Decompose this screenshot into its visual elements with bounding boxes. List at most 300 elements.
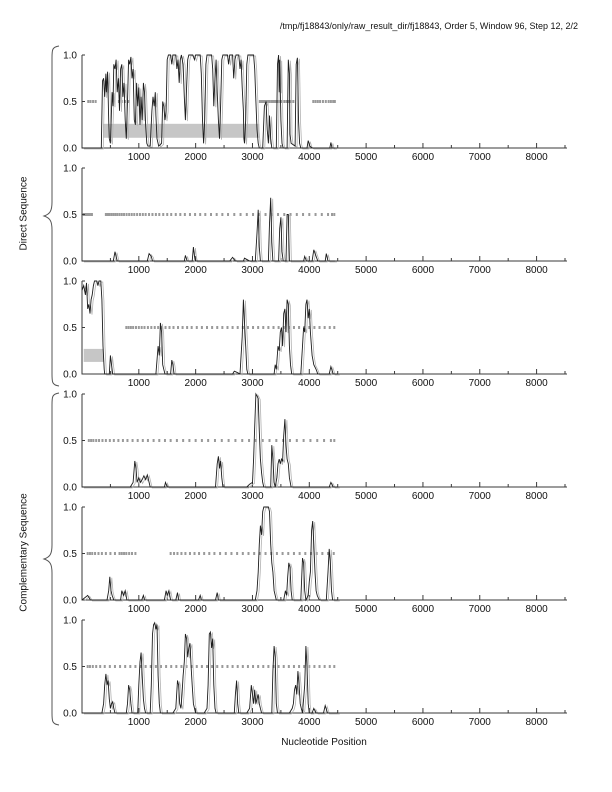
- codon-mark: [308, 213, 310, 216]
- codon-mark: [322, 100, 324, 103]
- codon-mark: [121, 213, 123, 216]
- y-tick-label: 0.5: [63, 662, 77, 673]
- codon-mark: [123, 213, 125, 216]
- codon-mark: [312, 100, 314, 103]
- codon-mark: [204, 213, 206, 216]
- codon-mark: [119, 213, 121, 216]
- codon-mark: [237, 665, 239, 668]
- codon-mark: [313, 665, 315, 668]
- codon-mark: [126, 439, 128, 442]
- codon-mark: [332, 100, 334, 103]
- y-tick-label: 1.0: [63, 50, 77, 62]
- codon-mark: [175, 213, 177, 216]
- panel-complementary-frame-2: [63, 503, 567, 616]
- codon-mark: [333, 326, 335, 329]
- codon-mark: [122, 439, 124, 442]
- codon-mark: [162, 213, 164, 216]
- codon-mark: [299, 552, 301, 555]
- x-tick-label: 7000: [468, 265, 491, 276]
- codon-mark: [191, 326, 193, 329]
- codon-mark: [133, 213, 135, 216]
- codon-mark: [128, 213, 130, 216]
- codon-mark: [169, 326, 171, 329]
- codon-mark: [101, 439, 103, 442]
- codon-mark: [269, 100, 271, 103]
- codon-mark: [236, 552, 238, 555]
- codon-mark: [262, 100, 264, 103]
- codon-mark: [293, 665, 295, 668]
- codon-mark: [198, 552, 200, 555]
- codon-mark: [259, 100, 261, 103]
- codon-mark: [105, 213, 107, 216]
- x-tick-label: 1000: [127, 604, 150, 615]
- codon-mark: [176, 552, 178, 555]
- codon-mark: [182, 439, 184, 442]
- codon-mark: [216, 665, 218, 668]
- codon-mark: [230, 552, 232, 555]
- x-tick-label: 7000: [468, 717, 491, 728]
- codon-mark: [296, 439, 298, 442]
- codon-mark: [227, 213, 229, 216]
- codon-mark: [210, 213, 212, 216]
- codon-mark: [267, 326, 269, 329]
- codon-mark: [114, 213, 116, 216]
- codon-mark: [148, 213, 150, 216]
- complementary-sequence-brace: [44, 393, 59, 725]
- codon-mark: [92, 439, 94, 442]
- codon-mark: [145, 213, 147, 216]
- codon-mark: [226, 326, 228, 329]
- codon-mark: [155, 213, 157, 216]
- axis-frame: [82, 168, 567, 261]
- codon-mark: [150, 326, 152, 329]
- codon-mark: [219, 552, 221, 555]
- codon-mark: [211, 326, 213, 329]
- codon-mark: [287, 552, 289, 555]
- codon-mark: [109, 439, 111, 442]
- codon-mark: [302, 213, 304, 216]
- codon-mark: [234, 439, 236, 442]
- x-tick-label: 4000: [298, 491, 321, 502]
- codon-mark: [104, 665, 106, 668]
- y-tick-label: 1.0: [63, 502, 77, 514]
- codon-mark: [109, 552, 111, 555]
- codon-mark: [113, 439, 115, 442]
- codon-mark: [269, 439, 271, 442]
- x-tick-label: 2000: [184, 152, 207, 163]
- codon-mark: [89, 552, 91, 555]
- codon-mark: [195, 439, 197, 442]
- codon-mark: [201, 665, 203, 668]
- codon-mark: [182, 326, 184, 329]
- codon-mark: [272, 100, 274, 103]
- codon-mark: [134, 552, 136, 555]
- codon-mark: [86, 213, 88, 216]
- y-tick-label: 0.5: [63, 97, 77, 108]
- codon-mark: [135, 326, 137, 329]
- codon-mark: [319, 100, 321, 103]
- codon-mark: [110, 213, 112, 216]
- codon-mark: [158, 439, 160, 442]
- codon-mark: [170, 552, 172, 555]
- coding-potential-curve-shadow: [84, 624, 340, 714]
- codon-mark: [221, 213, 223, 216]
- y-tick-label: 0.0: [63, 708, 77, 720]
- x-tick-label: 2000: [184, 378, 207, 389]
- codon-mark: [108, 213, 110, 216]
- codon-mark: [203, 552, 205, 555]
- codon-mark: [109, 665, 111, 668]
- codon-mark: [92, 100, 94, 103]
- codon-mark: [298, 326, 300, 329]
- codon-mark: [303, 439, 305, 442]
- codon-mark: [184, 552, 186, 555]
- codon-mark: [252, 665, 254, 668]
- x-tick-label: 6000: [411, 491, 435, 502]
- codon-mark: [221, 326, 223, 329]
- codon-mark: [196, 665, 198, 668]
- coding-potential-curve-shadow: [84, 199, 337, 262]
- codon-mark: [105, 552, 107, 555]
- codon-mark: [272, 326, 274, 329]
- complementary-sequence-label: Complementary Sequence: [18, 493, 30, 612]
- codon-mark: [265, 552, 267, 555]
- codon-mark: [237, 326, 239, 329]
- codon-mark: [170, 439, 172, 442]
- x-tick-label: 8000: [525, 491, 548, 502]
- codon-mark: [275, 439, 277, 442]
- codon-mark: [142, 439, 144, 442]
- x-tick-label: 7000: [468, 378, 491, 389]
- codon-mark: [252, 326, 254, 329]
- codon-mark: [95, 100, 97, 103]
- codon-mark: [92, 665, 94, 668]
- x-tick-label: 6000: [411, 152, 435, 163]
- x-tick-label: 6000: [411, 604, 435, 615]
- x-tick-label: 4000: [298, 604, 321, 615]
- codon-mark: [194, 552, 196, 555]
- codon-mark: [119, 665, 121, 668]
- x-tick-label: 8000: [525, 604, 548, 615]
- codon-mark: [207, 439, 209, 442]
- codon-mark: [277, 213, 279, 216]
- codon-mark: [286, 100, 288, 103]
- codon-mark: [226, 665, 228, 668]
- x-tick-label: 2000: [184, 491, 207, 502]
- codon-mark: [262, 665, 264, 668]
- codon-mark: [271, 100, 273, 103]
- codon-mark: [107, 213, 109, 216]
- codon-mark: [121, 552, 123, 555]
- codon-mark: [241, 439, 243, 442]
- codon-mark: [105, 439, 107, 442]
- codon-mark: [188, 439, 190, 442]
- y-tick-label: 0.5: [63, 323, 77, 334]
- codon-mark: [128, 326, 130, 329]
- y-tick-label: 1.0: [63, 163, 77, 175]
- codon-mark: [89, 665, 91, 668]
- codon-mark: [334, 100, 336, 103]
- codon-mark: [155, 665, 157, 668]
- codon-mark: [186, 326, 188, 329]
- codon-mark: [87, 213, 89, 216]
- codon-mark: [144, 326, 146, 329]
- codon-mark: [114, 665, 116, 668]
- codon-mark: [247, 552, 249, 555]
- codon-mark: [309, 439, 311, 442]
- x-tick-label: 5000: [354, 152, 378, 163]
- codon-mark: [194, 213, 196, 216]
- codon-mark: [216, 213, 218, 216]
- codon-mark: [293, 326, 295, 329]
- codon-mark: [265, 213, 267, 216]
- codon-mark: [330, 100, 332, 103]
- codon-mark: [329, 326, 331, 329]
- x-tick-label: 3000: [241, 378, 264, 389]
- codon-mark: [88, 439, 90, 442]
- x-tick-label: 3000: [241, 717, 264, 728]
- codon-mark: [206, 665, 208, 668]
- codon-mark: [304, 552, 306, 555]
- codon-mark: [157, 326, 159, 329]
- direct-sequence-brace: [44, 46, 59, 386]
- codon-mark: [216, 326, 218, 329]
- codon-mark: [225, 552, 227, 555]
- codon-mark: [242, 552, 244, 555]
- codon-mark: [177, 326, 179, 329]
- codon-mark: [89, 213, 91, 216]
- codon-mark: [276, 552, 278, 555]
- codon-mark: [98, 439, 100, 442]
- codon-mark: [175, 665, 177, 668]
- codon-mark: [282, 552, 284, 555]
- codon-mark: [313, 326, 315, 329]
- codon-mark: [165, 326, 167, 329]
- codon-mark: [257, 665, 259, 668]
- codon-mark: [240, 213, 242, 216]
- codon-mark: [330, 439, 332, 442]
- y-tick-label: 1.0: [63, 615, 77, 627]
- codon-mark: [138, 326, 140, 329]
- codon-mark: [274, 100, 276, 103]
- codon-mark: [94, 552, 96, 555]
- codon-mark: [278, 326, 280, 329]
- codon-mark: [253, 552, 255, 555]
- codon-mark: [319, 326, 321, 329]
- codon-mark: [201, 326, 203, 329]
- codon-mark: [317, 100, 319, 103]
- x-tick-label: 2000: [184, 265, 207, 276]
- panel-complementary-frame-1: [63, 390, 567, 503]
- x-tick-label: 5000: [354, 378, 378, 389]
- codon-mark: [257, 326, 259, 329]
- codon-mark: [288, 665, 290, 668]
- codon-mark: [247, 326, 249, 329]
- x-tick-label: 1000: [127, 717, 150, 728]
- codon-mark: [95, 439, 97, 442]
- plot-title: /tmp/fj18843/only/raw_result_dir/fj18843, Order 5, Window 96, Step 12, 2/2: [279, 21, 578, 31]
- codon-mark: [324, 665, 326, 668]
- codon-mark: [123, 552, 125, 555]
- codon-mark: [117, 439, 119, 442]
- codon-mark: [91, 213, 93, 216]
- y-tick-label: 0.0: [63, 482, 77, 494]
- codon-mark: [201, 439, 203, 442]
- codon-mark: [112, 213, 114, 216]
- y-tick-label: 0.5: [63, 436, 77, 447]
- codon-mark: [247, 665, 249, 668]
- codon-mark: [176, 439, 178, 442]
- y-tick-label: 0.0: [63, 256, 77, 268]
- codon-mark: [170, 213, 172, 216]
- codon-mark: [289, 439, 291, 442]
- x-tick-label: 3000: [241, 152, 264, 163]
- codon-mark: [95, 665, 97, 668]
- codon-mark: [252, 213, 254, 216]
- codon-mark: [154, 326, 156, 329]
- codon-mark: [164, 439, 166, 442]
- x-tick-label: 7000: [468, 152, 491, 163]
- codon-mark: [90, 439, 92, 442]
- y-tick-label: 1.0: [63, 276, 77, 288]
- codon-mark: [132, 439, 134, 442]
- x-tick-label: 4000: [298, 152, 321, 163]
- codon-mark: [333, 665, 335, 668]
- x-axis-label: Nucleotide Position: [281, 737, 367, 748]
- codon-mark: [221, 665, 223, 668]
- codon-mark: [147, 326, 149, 329]
- codon-mark: [132, 326, 134, 329]
- codon-mark: [328, 100, 330, 103]
- codon-mark: [321, 552, 323, 555]
- codon-mark: [319, 665, 321, 668]
- x-tick-label: 6000: [411, 378, 435, 389]
- codon-mark: [232, 326, 234, 329]
- y-tick-label: 0.0: [63, 143, 77, 155]
- codon-mark: [242, 665, 244, 668]
- coding-potential-curve: [82, 198, 335, 261]
- codon-mark: [87, 552, 89, 555]
- codon-mark: [139, 213, 141, 216]
- codon-mark: [292, 100, 294, 103]
- codon-mark: [145, 665, 147, 668]
- x-tick-label: 1000: [127, 491, 150, 502]
- codon-mark: [316, 439, 318, 442]
- x-tick-label: 4000: [298, 265, 321, 276]
- x-tick-label: 6000: [411, 265, 435, 276]
- x-tick-label: 5000: [354, 265, 378, 276]
- codon-mark: [213, 552, 215, 555]
- codon-mark: [91, 552, 93, 555]
- codon-mark: [180, 552, 182, 555]
- codon-mark: [333, 213, 335, 216]
- codon-mark: [208, 552, 210, 555]
- codon-mark: [283, 213, 285, 216]
- codon-mark: [119, 552, 121, 555]
- codon-mark: [327, 213, 329, 216]
- codon-mark: [97, 552, 99, 555]
- codon-mark: [233, 213, 235, 216]
- codon-mark: [153, 439, 155, 442]
- x-tick-label: 5000: [354, 491, 378, 502]
- codon-mark: [199, 213, 201, 216]
- y-tick-label: 0.0: [63, 369, 77, 381]
- codon-mark: [325, 100, 327, 103]
- codon-mark: [189, 552, 191, 555]
- codon-mark: [114, 552, 116, 555]
- codon-mark: [147, 439, 149, 442]
- codon-mark: [142, 213, 144, 216]
- x-tick-label: 2000: [184, 717, 207, 728]
- codon-mark: [211, 665, 213, 668]
- x-tick-label: 4000: [298, 378, 321, 389]
- codon-mark: [128, 552, 130, 555]
- codon-mark: [184, 213, 186, 216]
- x-tick-label: 8000: [525, 265, 548, 276]
- codon-mark: [180, 665, 182, 668]
- x-tick-label: 4000: [298, 717, 321, 728]
- codon-mark: [172, 326, 174, 329]
- codon-mark: [296, 213, 298, 216]
- x-tick-label: 1000: [127, 265, 150, 276]
- codon-mark: [125, 326, 127, 329]
- codon-mark: [126, 213, 128, 216]
- y-tick-label: 0.5: [63, 210, 77, 221]
- codon-mark: [179, 213, 181, 216]
- codon-mark: [331, 213, 333, 216]
- codon-mark: [116, 213, 118, 216]
- codon-mark: [278, 665, 280, 668]
- codon-mark: [141, 326, 143, 329]
- x-tick-label: 6000: [411, 717, 435, 728]
- codon-mark: [262, 326, 264, 329]
- x-tick-label: 1000: [127, 152, 150, 163]
- codon-mark: [221, 439, 223, 442]
- predicted-gene-box: [84, 349, 104, 362]
- codon-mark: [228, 439, 230, 442]
- codon-mark: [333, 439, 335, 442]
- codon-mark: [189, 213, 191, 216]
- codon-mark: [232, 665, 234, 668]
- codon-mark: [131, 552, 133, 555]
- codon-mark: [134, 665, 136, 668]
- x-tick-label: 5000: [354, 717, 378, 728]
- y-tick-label: 1.0: [63, 389, 77, 401]
- x-tick-label: 3000: [241, 265, 264, 276]
- codon-mark: [158, 213, 160, 216]
- coding-potential-curve: [82, 394, 338, 487]
- panel-direct-frame-3: [63, 277, 567, 390]
- codon-mark: [246, 213, 248, 216]
- codon-mark: [87, 100, 89, 103]
- codon-mark: [315, 213, 317, 216]
- codon-mark: [315, 100, 317, 103]
- codon-mark: [130, 326, 132, 329]
- x-tick-label: 8000: [525, 717, 548, 728]
- y-tick-label: 0.0: [63, 595, 77, 607]
- codon-mark: [170, 665, 172, 668]
- x-tick-label: 3000: [241, 491, 264, 502]
- x-tick-label: 8000: [525, 152, 548, 163]
- codon-mark: [293, 552, 295, 555]
- codon-mark: [329, 665, 331, 668]
- codon-mark: [173, 552, 175, 555]
- codon-mark: [90, 100, 92, 103]
- x-tick-label: 1000: [127, 378, 150, 389]
- codon-mark: [333, 552, 335, 555]
- x-tick-label: 3000: [241, 604, 264, 615]
- codon-mark: [283, 100, 285, 103]
